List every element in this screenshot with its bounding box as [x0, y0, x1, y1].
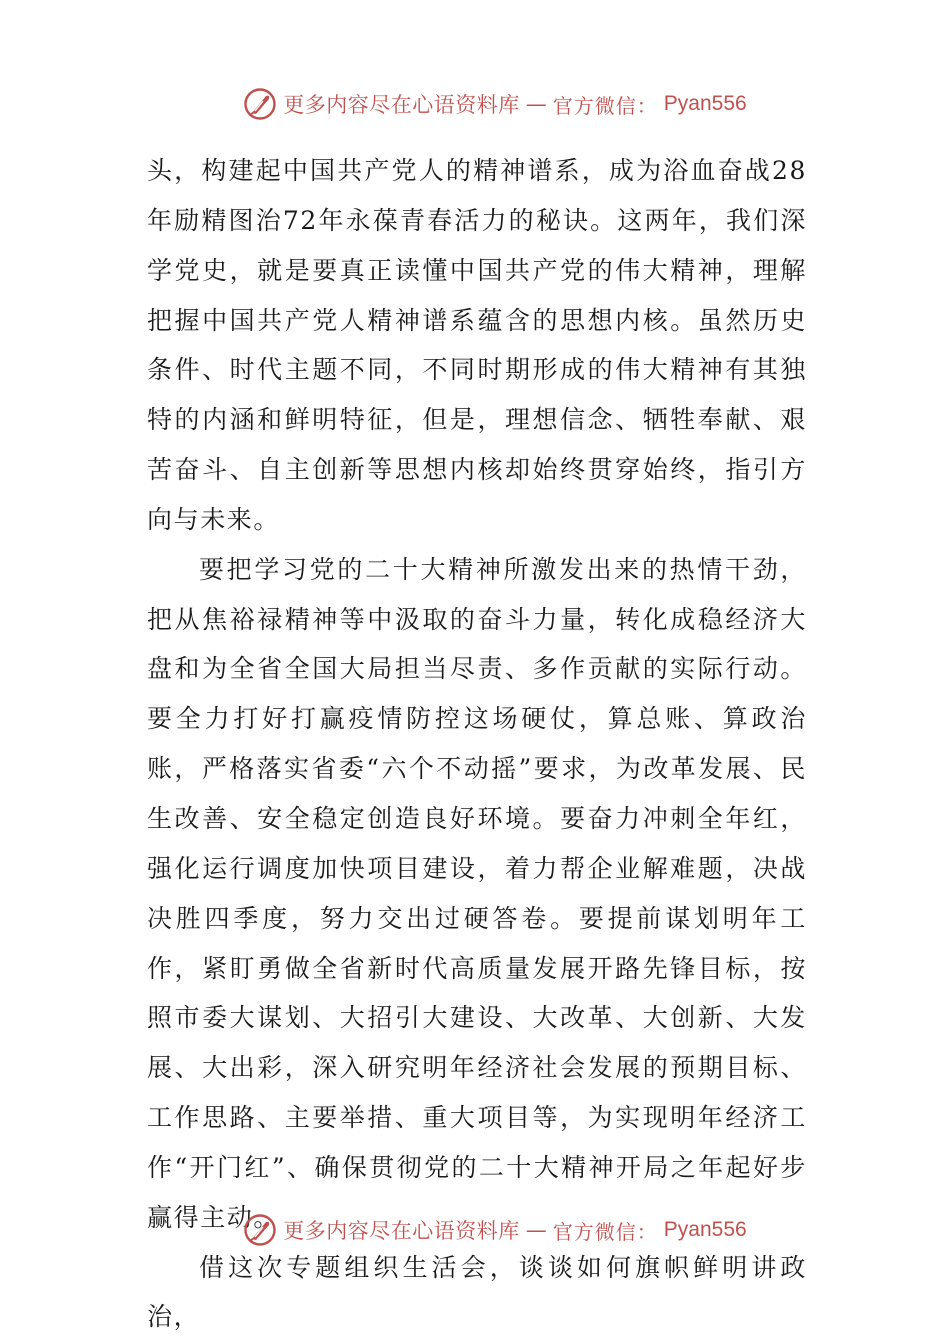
quill-logo-icon — [243, 87, 277, 121]
banner-wechat-id: Pyan556 — [663, 92, 747, 115]
banner-wechat-label: 官方微信： — [552, 1219, 658, 1244]
paragraph-3: 借这次专题组织生活会，谈谈如何旗帜鲜明讲政治， — [147, 1252, 807, 1332]
banner-text: 更多内容尽在心语资料库 — [283, 1219, 520, 1243]
banner-dash: — — [525, 92, 547, 116]
banner-wechat-label: 官方微信： — [552, 93, 658, 118]
header-banner-content — [243, 87, 746, 121]
document-body — [147, 146, 807, 1342]
footer-banner — [0, 1210, 950, 1250]
banner-wechat-id: Pyan556 — [663, 1218, 747, 1241]
footer-banner-content — [243, 1213, 746, 1247]
banner-text: 更多内容尽在心语资料库 — [283, 93, 520, 117]
header-banner — [0, 84, 950, 124]
quill-logo-icon — [243, 1213, 277, 1247]
paragraph-2: 要把学习党的二十大精神所激发出来的热情干劲，把从焦裕禄精神等中汲取的奋斗力量，转化成稳经济大盘和为全省全国大局担当尽责、多作贡献的实际行动。要全力打好打赢疫情防控这场硬仗，算总账、算政治账，严格落实省委“六个不动摇”要求，为改革发展、民生改善、安全稳定创造良好环境。要奋力冲刺全年红，强化运行调度加快项目建设，着力帮企业解难题，决战决胜四季度，努力交出过硬答卷。要提前谋划明年工作，紧盯勇做全省新时代高质量发展开路先锋目标，按照市委大谋划、大招引大建设、大改革、大创新、大发展、大出彩，深入研究明年经济社会发展的预期目标、工作思路、主要举措、重大项目等，为实现明年经济工作“开门红”、确保贯彻党的二十大精神开局之年起好步赢得主动。 — [147, 554, 807, 1232]
paragraph-1: 头，构建起中国共产党人的精神谱系，成为浴血奋战28年励精图治72年永葆青春活力的秘诀。这两年，我们深学党史，就是要真正读懂中国共产党的伟大精神，理解把握中国共产党人精神谱系蕴含的思想内核。虽然历史条件、时代主题不同，不同时期形成的伟大精神有其独特的内涵和鲜明特征，但是，理想信念、牺牲奉献、艰苦奋斗、自主创新等思想内核却始终贯穿始终，指引方向与未来。 — [147, 156, 807, 534]
banner-dash: — — [525, 1218, 547, 1242]
